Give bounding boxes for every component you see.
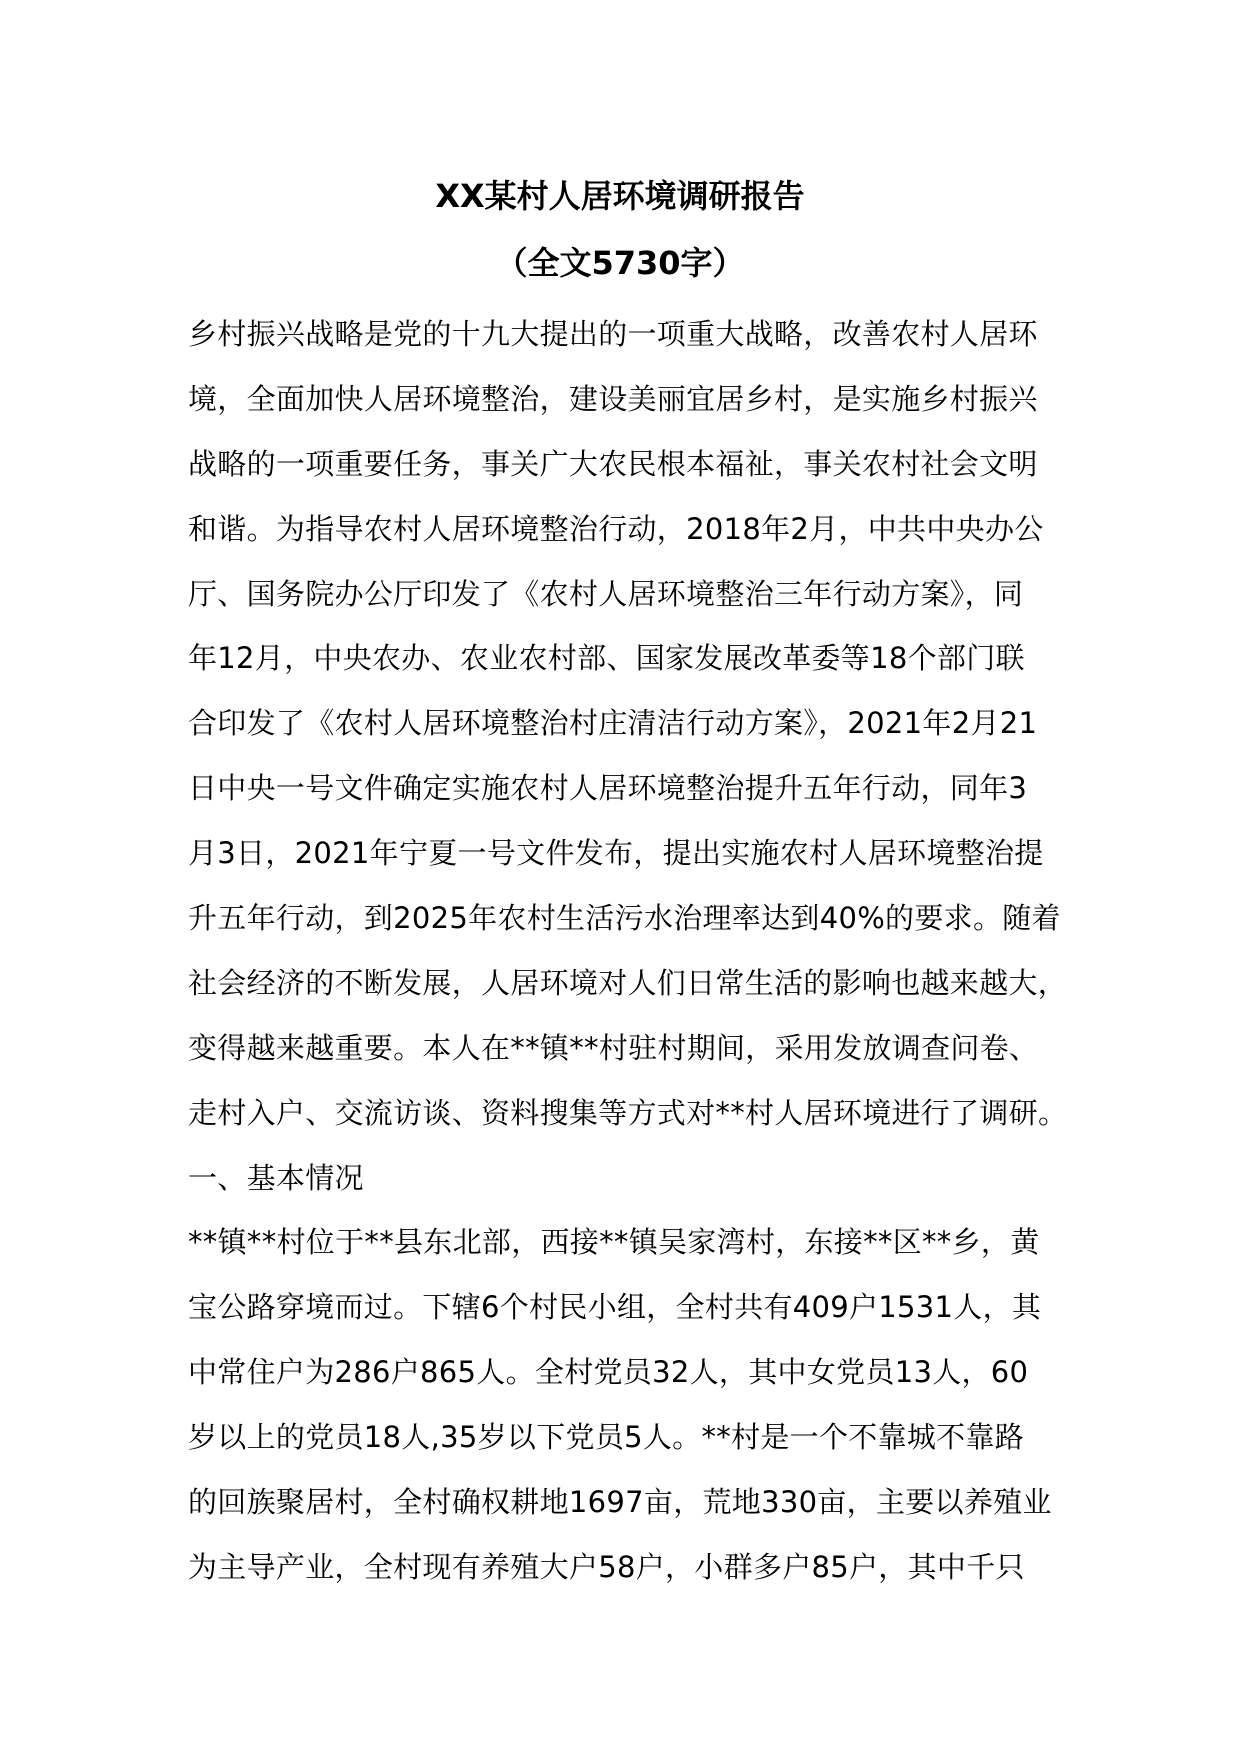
- body-line: 社会经济的不断发展，人居环境对人们日常生活的影响也越来越大，: [188, 965, 1068, 1000]
- body-line: 走村入户、交流访谈、资料搜集等方式对**村人居环境进行了调研。: [188, 1095, 1068, 1130]
- body-line: 月3日，2021年宁夏一号文件发布，提出实施农村人居环境整治提: [188, 836, 1044, 871]
- body-line: 境，全面加快人居环境整治，建设美丽宜居乡村，是实施乡村振兴: [188, 381, 1038, 416]
- body-line: 战略的一项重要任务，事关广大农民根本福祉，事关农村社会文明: [188, 446, 1038, 481]
- body-line: 合印发了《农村人居环境整治村庄清洁行动方案》，2021年2月21: [188, 706, 1038, 741]
- body-line: 日中央一号文件确定实施农村人居环境整治提升五年行动，同年3: [188, 771, 1028, 806]
- body-line: 为主导产业，全村现有养殖大户58户，小群多户85户，其中千只: [188, 1549, 1025, 1584]
- body-line: 和谐。为指导农村人居环境整治行动，2018年2月，中共中央办公: [188, 511, 1044, 546]
- body-line: 乡村振兴战略是党的十九大提出的一项重大战略，改善农村人居环: [188, 317, 1038, 351]
- body-line: 厅、国务院办公厅印发了《农村人居环境整治三年行动方案》，同: [188, 576, 1024, 611]
- body-line: 升五年行动，到2025年农村生活污水治理率达到40%的要求。随着: [188, 901, 1061, 936]
- document-body: [188, 302, 1088, 1600]
- body-line: **镇**村位于**县东北部，西接**镇吴家湾村，东接**区**乡，黄: [188, 1225, 1040, 1260]
- section-heading: 一、基本情况: [188, 1160, 364, 1195]
- body-line: 的回族聚居村，全村确权耕地1697亩，荒地330亩，主要以养殖业: [188, 1485, 1052, 1520]
- document-subtitle: （全文5730字）: [495, 244, 745, 282]
- body-line: 岁以上的党员18人,35岁以下党员5人。**村是一个不靠城不靠路: [188, 1420, 1025, 1455]
- body-line: 变得越来越重要。本人在**镇**村驻村期间，采用发放调查问卷、: [188, 1030, 1039, 1065]
- body-line: 宝公路穿境而过。下辖6个村民小组，全村共有409户1531人，其: [188, 1290, 1042, 1325]
- body-line: 年12月，中央农办、农业农村部、国家发展改革委等18个部门联: [188, 641, 1025, 676]
- body-line: 中常住户为286户865人。全村党员32人，其中女党员13人，60: [188, 1355, 1029, 1390]
- document-title: XX某村人居环境调研报告: [435, 177, 805, 215]
